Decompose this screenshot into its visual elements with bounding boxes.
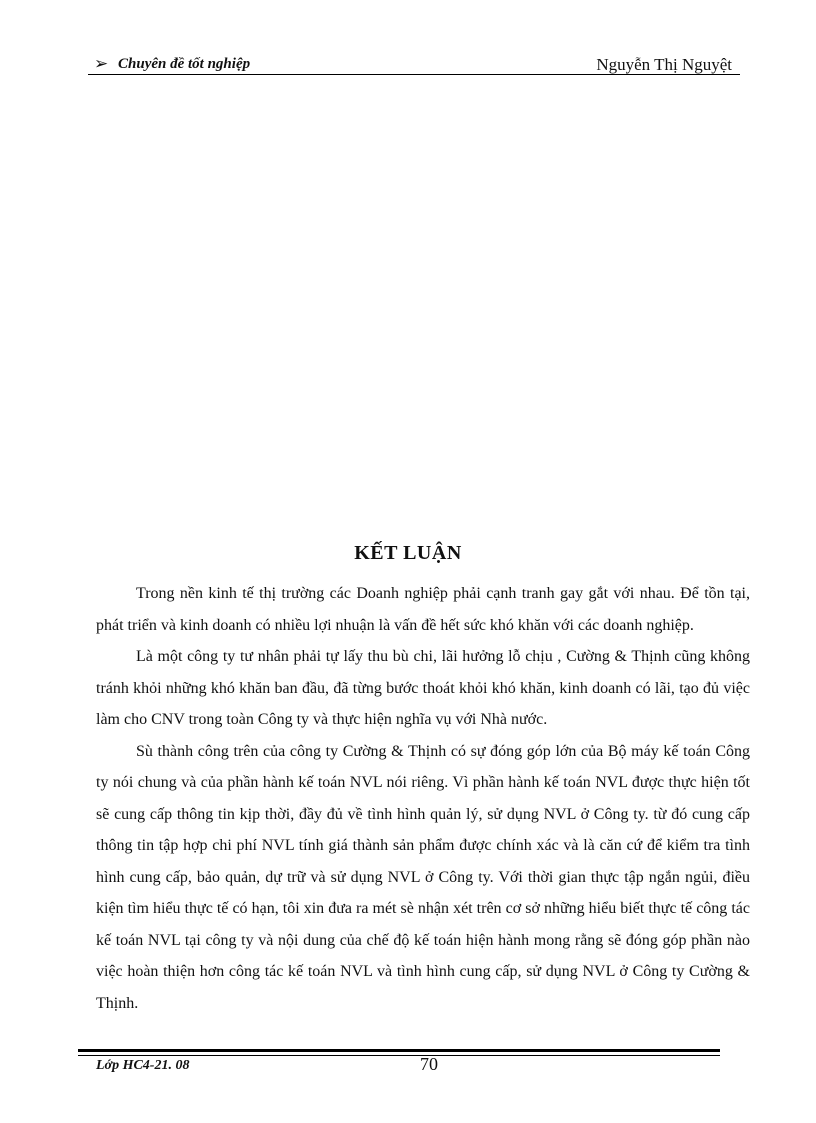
header-author: Nguyễn Thị Nguyệt: [596, 55, 732, 74]
paragraph-2: Là một công ty tư nhân phải tự lấy thu bù chi, lãi hưởng lỗ chịu , Cường & Thịnh cũng không tránh khỏi những khó khăn ban đầu, đã từng bước thoát khỏi khó khăn, kinh doanh có lãi, tạo đủ việc làm cho CNV trong toàn Công ty và thực hiện nghĩa vụ với Nhà nước.: [96, 648, 750, 728]
page-header: [88, 54, 740, 78]
arrow-bullet-icon: ➢: [94, 54, 109, 74]
page-number: 70: [420, 1054, 438, 1074]
footer-rule-thin: [78, 1055, 720, 1056]
body-text: [96, 578, 750, 1019]
footer-rule-thick: [78, 1049, 720, 1052]
paragraph-1: Trong nền kinh tế thị trường các Doanh nghiệp phải cạnh tranh gay gắt với nhau. Để tồn tại, phát triển và kinh doanh có nhiều lợi nhuận là vấn đề hết sức khó khăn với các doanh nghiệp.: [96, 585, 750, 634]
paragraph-3: Sù thành công trên của công ty Cường & Thịnh có sự đóng góp lớn của Bộ máy kế toán Công ty nói chung và của phần hành kế toán NVL nói riêng. Vì phần hành kế toán NVL được thực hiện tốt sẽ cung cấp thông tin kịp thời, đầy đủ về tình hình quản lý, sử dụng NVL ở Công ty. từ đó cung cấp thông tin tập hợp chi phí NVL tính giá thành sản phẩm được chính xác và là căn cứ để kiểm tra tình hình cung cấp, bảo quản, dự trữ và sử dụng NVL ở Công ty. Với thời gian thực tập ngắn ngủi, điều kiện tìm hiểu thực tế có hạn, tôi xin đưa ra mét sè nhận xét trên cơ sở những hiểu biết thực tế công tác kế toán NVL tại công ty và nội dung của chế độ kế toán hiện hành mong rằng sẽ đóng góp phần nào việc hoàn thiện hơn công tác kế toán NVL và tình hình cung cấp, sử dụng NVL ở Công ty Cường & Thịnh.: [96, 742, 750, 1012]
header-left-title: Chuyên đề tốt nghiệp: [118, 56, 251, 72]
footer-class-label: Lớp HC4-21. 08: [96, 1058, 190, 1073]
page-title: KẾT LUẬN: [354, 542, 462, 564]
header-rule: [88, 74, 740, 75]
